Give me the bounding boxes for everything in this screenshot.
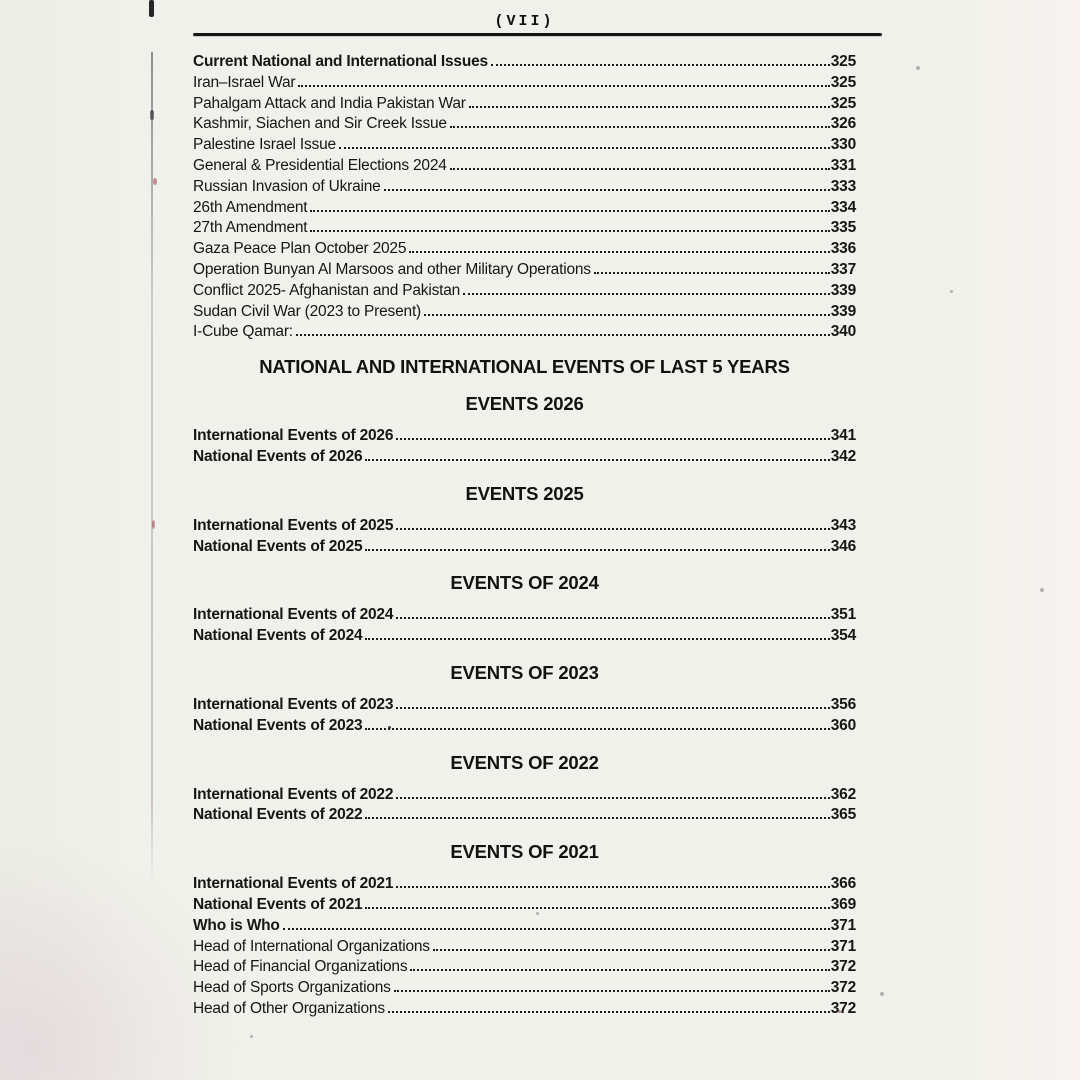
toc-entry-label: National Events of 2025 — [193, 537, 363, 555]
dot-leader — [450, 126, 830, 128]
dot-leader — [396, 528, 829, 530]
events-group-2024 — [193, 572, 856, 647]
toc-entry-page: 342 — [830, 447, 856, 465]
dot-leader — [410, 969, 829, 971]
page-folio: (VII) — [494, 13, 555, 30]
dot-leader — [388, 1011, 830, 1013]
toc-row — [193, 785, 856, 806]
toc-row — [193, 447, 856, 468]
dot-leader — [396, 886, 829, 888]
toc-entry-label: National Events of 2023 — [193, 716, 363, 734]
toc-entry-page: 326 — [830, 115, 856, 133]
dot-leader — [298, 85, 829, 87]
toc-entry-page: 346 — [830, 537, 856, 555]
toc-entry-label: International Events of 2026 — [193, 427, 394, 445]
toc-entry-page: 325 — [830, 94, 856, 112]
dot-leader — [396, 707, 829, 709]
toc-row — [193, 895, 856, 916]
toc-row — [193, 156, 856, 177]
toc-row — [193, 537, 856, 558]
toc-row — [193, 239, 856, 260]
toc-entry-label: National Events of 2022 — [193, 806, 363, 824]
toc-row — [193, 874, 856, 895]
dot-leader — [594, 272, 830, 274]
toc-entry-label: International Events of 2022 — [193, 785, 394, 803]
dot-leader — [384, 189, 830, 191]
toc-row — [193, 218, 856, 239]
toc-entry-page: 351 — [830, 606, 856, 624]
dot-leader — [365, 638, 829, 640]
toc-entry-label: Conflict 2025- Afghanistan and Pakistan — [193, 281, 461, 299]
toc-entry-label: National Events of 2024 — [193, 627, 363, 645]
toc-row — [193, 198, 856, 219]
dot-leader — [409, 251, 829, 253]
events-group-2022 — [193, 752, 856, 827]
dot-leader — [469, 106, 830, 108]
toc-row — [193, 957, 856, 978]
toc-entry-page: 366 — [830, 875, 856, 893]
scan-mark — [150, 110, 154, 120]
toc-entry-page: 325 — [830, 53, 856, 70]
toc-entry-label: Sudan Civil War (2023 to Present) — [193, 302, 422, 320]
toc-entry-page: 365 — [830, 806, 856, 824]
group-heading: EVENTS 2025 — [465, 482, 584, 504]
scan-speck — [152, 520, 155, 529]
toc-top-list — [193, 52, 856, 343]
scan-speck — [153, 178, 157, 185]
dot-leader — [365, 459, 829, 461]
dot-leader — [365, 728, 829, 730]
toc-entry-label: Head of Other Organizations — [193, 999, 385, 1017]
toc-row — [193, 177, 856, 198]
dot-leader — [491, 64, 830, 66]
toc-entry-label: I-Cube Qamar: — [193, 323, 293, 341]
toc-entry-page: 371 — [830, 937, 856, 955]
toc-row — [193, 302, 856, 323]
toc-entry-label: National Events of 2021 — [193, 895, 363, 913]
toc-entry-page: 339 — [830, 302, 856, 320]
dot-leader — [310, 210, 829, 212]
toc-entry-page: 362 — [830, 785, 856, 803]
toc-entry-page: 372 — [830, 999, 856, 1017]
toc-entry-page: 371 — [830, 916, 856, 934]
toc-row — [193, 716, 856, 737]
toc-entry-label: Pahalgam Attack and India Pakistan War — [193, 94, 466, 112]
group-heading: EVENTS OF 2024 — [450, 572, 599, 594]
toc-entry-page: 369 — [830, 895, 856, 913]
dot-leader — [424, 314, 830, 316]
toc-row — [193, 73, 856, 94]
events-group-2025 — [193, 483, 856, 558]
toc-row — [193, 916, 856, 937]
toc-entry-page: 339 — [830, 281, 856, 299]
group-heading: EVENTS 2026 — [465, 393, 584, 415]
scan-speck — [916, 66, 920, 70]
toc-row — [193, 281, 856, 302]
scan-speck — [950, 290, 953, 293]
toc-entry-label: General & Presidential Elections 2024 — [193, 156, 447, 174]
toc-entry-label: International Events of 2023 — [193, 695, 394, 713]
toc-row — [193, 135, 856, 156]
toc-entry-page: 360 — [830, 716, 856, 734]
header-rule — [193, 33, 882, 36]
dot-leader — [396, 438, 829, 440]
toc-entry-page: 372 — [830, 979, 856, 997]
dot-leader — [394, 990, 830, 992]
toc-entry-label: Russian Invasion of Ukraine — [193, 177, 381, 195]
toc-entry-label: Iran–Israel War — [193, 73, 296, 91]
toc-row — [193, 695, 856, 716]
toc-entry-label: 26th Amendment — [193, 198, 308, 216]
toc-row — [193, 426, 856, 447]
dot-leader — [365, 817, 829, 819]
events-group-2023 — [193, 662, 856, 737]
toc-entry-label: Head of Sports Organizations — [193, 979, 391, 997]
toc-entry-label: Gaza Peace Plan October 2025 — [193, 240, 407, 258]
dot-leader — [396, 617, 829, 619]
toc-entry-label: International Events of 2025 — [193, 516, 394, 534]
toc-entry-page: 356 — [830, 695, 856, 713]
toc-entry-page: 333 — [830, 177, 856, 195]
toc-entry-label: Palestine Israel Issue — [193, 136, 336, 154]
dot-leader — [433, 949, 830, 951]
dot-leader — [450, 168, 830, 170]
dot-leader — [310, 230, 829, 232]
scan-speck — [880, 992, 884, 996]
toc-entry-label: Head of International Organizations — [193, 937, 430, 955]
toc-row — [193, 260, 856, 281]
toc-entry-label: 27th Amendment — [193, 219, 308, 237]
toc-row — [193, 999, 856, 1020]
toc-entry-page: 331 — [830, 156, 856, 174]
toc-row — [193, 52, 856, 73]
toc-row — [193, 605, 856, 626]
toc-entry-label: Head of Financial Organizations — [193, 958, 408, 976]
group-heading: EVENTS OF 2021 — [450, 841, 599, 863]
dot-leader — [283, 928, 830, 930]
toc-row — [193, 516, 856, 537]
dot-leader — [365, 549, 829, 551]
toc-entry-label: International Events of 2024 — [193, 606, 394, 624]
toc-entry-page: 340 — [830, 323, 856, 341]
dot-leader — [396, 797, 829, 799]
toc-entry-label: International Events of 2021 — [193, 875, 394, 893]
book-spine-fold-line — [151, 52, 153, 888]
toc-entry-page: 325 — [830, 73, 856, 91]
group-heading: EVENTS OF 2022 — [450, 751, 599, 773]
toc-entry-page: 341 — [830, 427, 856, 445]
scan-mark — [149, 0, 154, 17]
toc-entry-page: 343 — [830, 516, 856, 534]
toc-entry-page: 337 — [830, 260, 856, 278]
dot-leader — [463, 293, 830, 295]
toc-row — [193, 937, 856, 958]
toc-entry-label: National Events of 2026 — [193, 447, 363, 465]
dot-leader — [339, 147, 830, 149]
toc-entry-page: 330 — [830, 136, 856, 154]
toc-page — [193, 13, 856, 1020]
toc-row — [193, 626, 856, 647]
toc-row — [193, 805, 856, 826]
toc-entry-page: 334 — [830, 198, 856, 216]
events-group-2026 — [193, 393, 856, 468]
toc-entry-label: Operation Bunyan Al Marsoos and other Military Operations — [193, 260, 591, 278]
dot-leader — [296, 334, 830, 336]
toc-entry-page: 372 — [830, 958, 856, 976]
toc-entry-page: 336 — [830, 240, 856, 258]
toc-entry-page: 354 — [830, 627, 856, 645]
toc-row — [193, 978, 856, 999]
toc-entry-page: 335 — [830, 219, 856, 237]
dot-leader — [365, 907, 829, 909]
events-group-2021 — [193, 841, 856, 1020]
toc-row — [193, 114, 856, 135]
group-heading: EVENTS OF 2023 — [450, 661, 599, 683]
section-heading: NATIONAL AND INTERNATIONAL EVENTS OF LAST 5 YEARS — [259, 356, 790, 378]
scan-speck — [1040, 588, 1044, 592]
toc-entry-label: Kashmir, Siachen and Sir Creek Issue — [193, 115, 447, 133]
toc-entry-label: Who is Who — [193, 916, 280, 934]
toc-entry-label: Current National and International Issues — [193, 53, 488, 70]
toc-row — [193, 94, 856, 115]
scan-speck — [250, 1035, 253, 1038]
toc-row — [193, 322, 856, 343]
